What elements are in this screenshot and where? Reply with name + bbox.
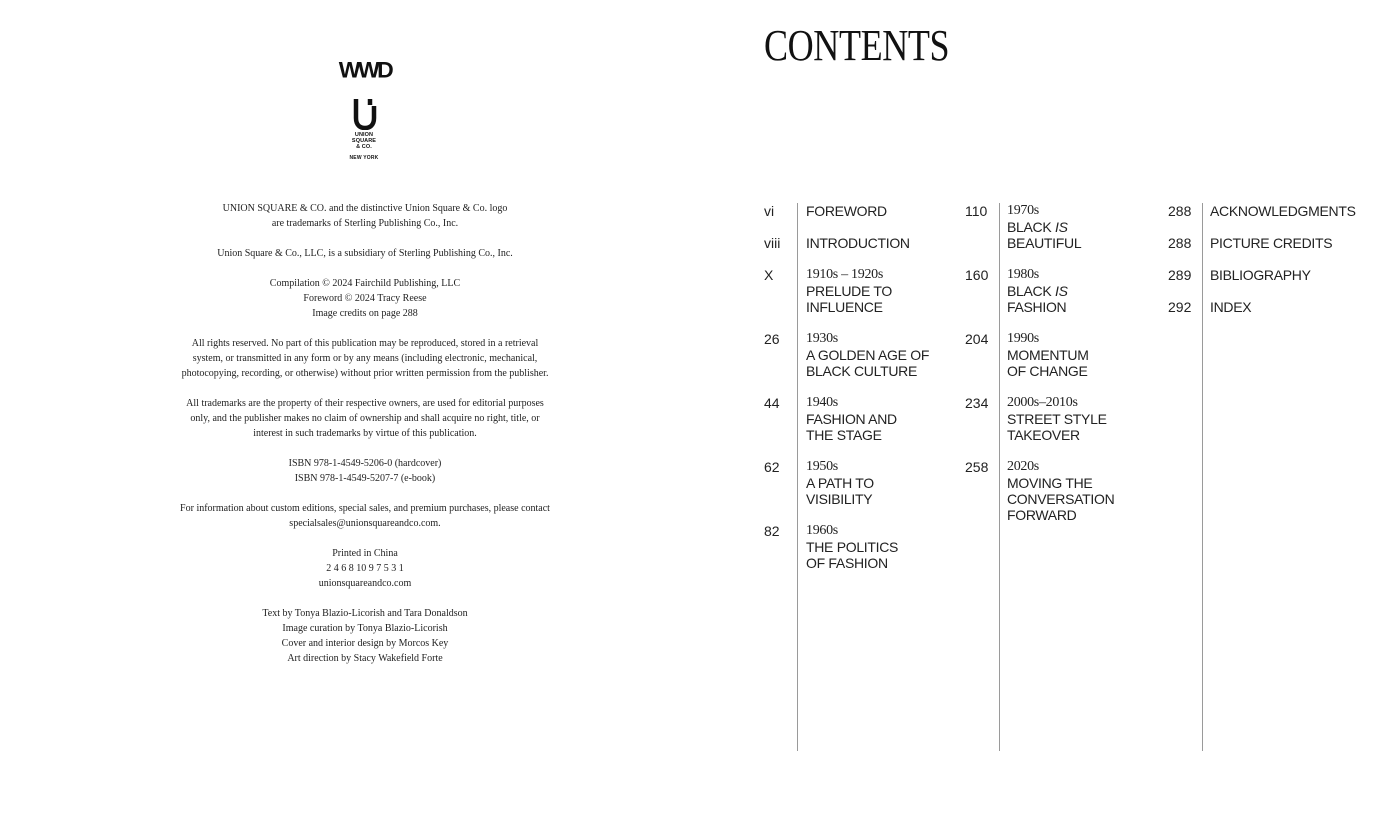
toc-entry-prelude-to-influence bbox=[764, 267, 954, 315]
toc-title bbox=[1210, 235, 1388, 251]
toc-page-number: 62 bbox=[764, 459, 780, 475]
union-square-logo bbox=[340, 96, 388, 161]
toc-title bbox=[806, 235, 954, 251]
toc-title bbox=[1210, 203, 1388, 219]
toc-title-line: A PATH TO bbox=[806, 475, 874, 491]
union-square-u-icon bbox=[347, 96, 381, 130]
toc-title-line: THE STAGE bbox=[806, 427, 882, 443]
toc-title bbox=[806, 283, 954, 315]
toc-title-line: ACKNOWLEDGMENTS bbox=[1210, 203, 1356, 219]
toc-entry-black-is-fashion bbox=[965, 267, 1155, 315]
compilation-paragraph: Compilation © 2024 Fairchild Publishing, LLC Foreword © 2024 Tracy Reese Image credits on page 288 bbox=[269, 278, 461, 319]
toc-entry-fashion-and-the-stage bbox=[764, 395, 954, 443]
toc-title bbox=[1210, 267, 1388, 283]
toc-title-line: OF FASHION bbox=[806, 555, 888, 571]
toc-title-line: A GOLDEN AGE OF bbox=[806, 347, 930, 363]
toc-era: 1930s bbox=[806, 331, 838, 346]
toc-title bbox=[1007, 475, 1155, 523]
toc-entry-bibliography bbox=[1168, 267, 1388, 283]
toc-page-number: 289 bbox=[1168, 267, 1192, 283]
toc-page-number: 288 bbox=[1168, 235, 1192, 251]
toc-entry-black-is-beautiful bbox=[965, 203, 1155, 251]
toc-page-number: 204 bbox=[965, 331, 989, 347]
toc-title-line: PICTURE CREDITS bbox=[1210, 235, 1333, 251]
trademarks-notice-paragraph: All trademarks are the property of their respective owners, are used for editorial purposes only, and the publisher makes no claim of ownership and shall acquire no right, title, or interest in such trademarks by virtue of this publication. bbox=[186, 398, 544, 439]
printing-paragraph: Printed in China 2 4 6 8 10 9 7 5 3 1 unionsquareandco.com bbox=[318, 548, 412, 589]
toc-entry-moving-the-conversation-forward bbox=[965, 459, 1155, 523]
toc-title-line: BLACK IS bbox=[1007, 219, 1068, 235]
toc-title-line: TAKEOVER bbox=[1007, 427, 1080, 443]
toc-page-number: vi bbox=[764, 203, 775, 219]
toc-title bbox=[1007, 219, 1155, 251]
toc-title-line: BLACK CULTURE bbox=[806, 363, 917, 379]
publisher-city: NEW YORK bbox=[349, 155, 379, 161]
toc-page-number: 82 bbox=[764, 523, 780, 539]
toc-title bbox=[806, 347, 954, 379]
toc-title-line: OF CHANGE bbox=[1007, 363, 1088, 379]
toc-title-line: BEAUTIFUL bbox=[1007, 235, 1082, 251]
trademark-paragraph: UNION SQUARE & CO. and the distinctive Union Square & Co. logo are trademarks of Sterling Publishing Co., Inc. bbox=[222, 203, 508, 229]
toc-title-line: FOREWORD bbox=[806, 203, 887, 219]
toc-entry-picture-credits bbox=[1168, 235, 1388, 251]
copyright-block bbox=[164, 201, 566, 666]
toc-entry-a-golden-age-of-black-culture bbox=[764, 331, 954, 379]
toc-title bbox=[1007, 411, 1155, 443]
toc-title bbox=[1007, 283, 1155, 315]
contents-page bbox=[728, 0, 1400, 826]
toc-title-line: FASHION AND bbox=[806, 411, 897, 427]
toc-page-number: viii bbox=[764, 235, 781, 251]
toc-era: 1970s bbox=[1007, 203, 1039, 218]
toc-column-2 bbox=[965, 203, 1155, 539]
toc-title-line: VISIBILITY bbox=[806, 491, 873, 507]
union-square-wordmark: UNION SQUARE & CO. bbox=[351, 132, 377, 150]
toc-era: 2020s bbox=[1007, 459, 1039, 474]
toc-title-line: FASHION bbox=[1007, 299, 1067, 315]
toc-page-number: X bbox=[764, 267, 774, 283]
toc-title bbox=[806, 475, 954, 507]
toc-entry-the-politics-of-fashion bbox=[764, 523, 954, 571]
credits-paragraph: Text by Tonya Blazio-Licorish and Tara Donaldson Image curation by Tonya Blazio-Licorish Cover and interior design by Morcos Key Art direction by Stacy Wakefield Forte bbox=[262, 608, 468, 664]
toc-title-line: BLACK IS bbox=[1007, 283, 1068, 299]
toc-era: 1960s bbox=[806, 523, 838, 538]
contact-paragraph: For information about custom editions, special sales, and premium purchases, please contact specialsales@unionsquareandco.com. bbox=[180, 503, 550, 529]
contents-heading: CONTENTS bbox=[764, 21, 950, 70]
toc-title-line: MOMENTUM bbox=[1007, 347, 1089, 363]
toc-era: 1990s bbox=[1007, 331, 1039, 346]
toc-era: 1980s bbox=[1007, 267, 1039, 282]
toc-title bbox=[806, 411, 954, 443]
toc-title-line: MOVING THE bbox=[1007, 475, 1093, 491]
toc-title-line: THE POLITICS bbox=[806, 539, 899, 555]
toc-page-number: 26 bbox=[764, 331, 780, 347]
toc-entry-street-style-takeover bbox=[965, 395, 1155, 443]
toc-column-3 bbox=[1168, 203, 1388, 331]
toc-title-line: PRELUDE TO bbox=[806, 283, 892, 299]
subsidiary-paragraph: Union Square & Co., LLC, is a subsidiary of Sterling Publishing Co., Inc. bbox=[217, 248, 513, 259]
toc-entry-index bbox=[1168, 299, 1388, 315]
isbn-paragraph: ISBN 978-1-4549-5206-0 (hardcover) ISBN 978-1-4549-5207-7 (e-book) bbox=[288, 458, 442, 484]
toc-title-line: CONVERSATION bbox=[1007, 491, 1115, 507]
toc-column-1 bbox=[764, 203, 954, 587]
toc-entry-foreword bbox=[764, 203, 954, 219]
rights-paragraph: All rights reserved. No part of this publication may be reproduced, stored in a retrieval system, or transmitted in any form or by any means (including electronic, mechanical, photocopying, recording, or otherwise) without prior written permission from the publisher. bbox=[181, 338, 549, 379]
toc-era: 1940s bbox=[806, 395, 838, 410]
toc-entry-introduction bbox=[764, 235, 954, 251]
toc-title-line: STREET STYLE bbox=[1007, 411, 1107, 427]
toc-page-number: 160 bbox=[965, 267, 989, 283]
toc-entry-momentum-of-change bbox=[965, 331, 1155, 379]
toc-page-number: 288 bbox=[1168, 203, 1192, 219]
toc-page-number: 234 bbox=[965, 395, 989, 411]
toc-title bbox=[806, 203, 954, 219]
toc-era: 2000s–2010s bbox=[1007, 395, 1078, 410]
toc-entry-acknowledgments bbox=[1168, 203, 1388, 219]
toc-title-line: INTRODUCTION bbox=[806, 235, 910, 251]
toc-title-line: INFLUENCE bbox=[806, 299, 883, 315]
toc-page-number: 292 bbox=[1168, 299, 1192, 315]
toc-title-line: BIBLIOGRAPHY bbox=[1210, 267, 1311, 283]
toc-title bbox=[806, 539, 954, 571]
toc-title-line: FORWARD bbox=[1007, 507, 1077, 523]
toc-page-number: 110 bbox=[965, 203, 988, 219]
toc-era: 1910s – 1920s bbox=[806, 267, 883, 282]
toc-title-line: INDEX bbox=[1210, 299, 1252, 315]
toc-page-number: 44 bbox=[764, 395, 780, 411]
toc-era: 1950s bbox=[806, 459, 838, 474]
toc-title bbox=[1007, 347, 1155, 379]
toc-entry-a-path-to-visibility bbox=[764, 459, 954, 507]
toc-title bbox=[1210, 299, 1388, 315]
wwd-logo: WWD bbox=[338, 57, 392, 83]
toc-page-number: 258 bbox=[965, 459, 989, 475]
